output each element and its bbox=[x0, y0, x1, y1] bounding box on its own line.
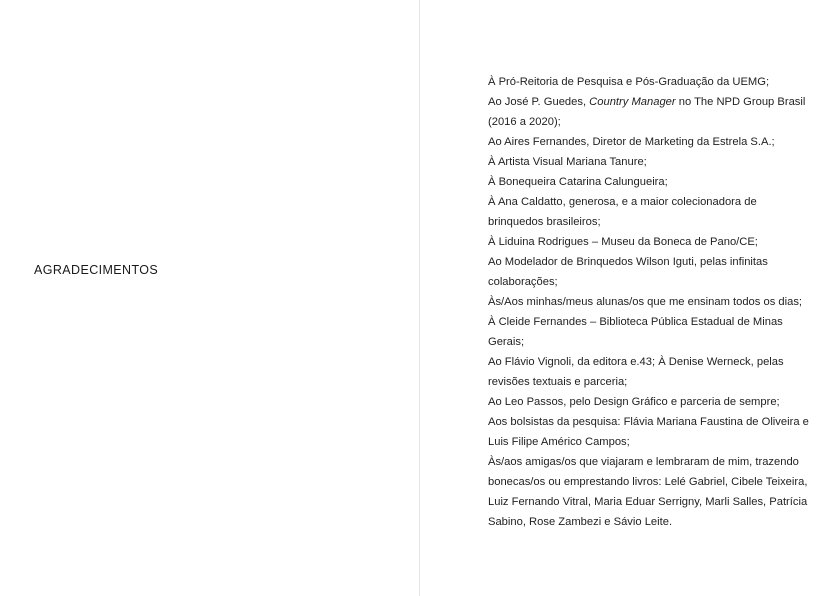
acknowledgement-item bbox=[488, 92, 812, 132]
acknowledgements-list bbox=[488, 72, 812, 532]
acknowledgement-item: Às/Aos minhas/meus alunas/os que me ensinam todos os dias; bbox=[488, 296, 803, 308]
acknowledgement-item: À Bonequeira Catarina Calungueira; bbox=[488, 176, 668, 188]
acknowledgement-item: À Pró-Reitoria de Pesquisa e Pós-Graduação da UEMG; bbox=[488, 76, 770, 88]
acknowledgement-item: À Artista Visual Mariana Tanure; bbox=[488, 156, 647, 168]
acknowledgement-item: Ao Leo Passos, pelo Design Gráfico e parceria de sempre; bbox=[488, 396, 780, 408]
acknowledgement-item: Ao Modelador de Brinquedos Wilson Iguti, pelas infinitas colaborações; bbox=[488, 256, 768, 288]
acknowledgement-item: À Ana Caldatto, generosa, e a maior colecionadora de brinquedos brasileiros; bbox=[488, 196, 757, 228]
acknowledgement-item: Às/aos amigas/os que viajaram e lembraram de mim, trazendo bonecas/os ou emprestando livros: Lelé Gabriel, Cibele Teixeira, Luiz Fernando Vitral, Maria Eduar Serrigny, Marli Salles, Patrícia Sabino, Rose Zambezi e Sávio Leite. bbox=[488, 456, 808, 528]
job-title-italic: Country Manager bbox=[589, 96, 676, 108]
left-page bbox=[0, 0, 419, 596]
acknowledgement-item: À Cleide Fernandes – Biblioteca Pública Estadual de Minas Gerais; bbox=[488, 316, 783, 348]
acknowledgement-item: Aos bolsistas da pesquisa: Flávia Mariana Faustina de Oliveira e Luis Filipe Américo Campos; bbox=[488, 416, 809, 448]
acknowledgement-text: Ao José P. Guedes, bbox=[488, 96, 590, 108]
acknowledgement-item: Ao Aires Fernandes, Diretor de Marketing da Estrela S.A.; bbox=[488, 136, 775, 148]
acknowledgement-item: À Liduina Rodrigues – Museu da Boneca de Pano/CE; bbox=[488, 236, 758, 248]
acknowledgement-text: no The NPD Group Brasil (2016 a 2020); bbox=[488, 96, 806, 128]
acknowledgement-item: Ao Flávio Vignoli, da editora e.43; À Denise Werneck, pelas revisões textuais e parceria; bbox=[488, 356, 784, 388]
section-heading: AGRADECIMENTOS bbox=[34, 263, 159, 277]
